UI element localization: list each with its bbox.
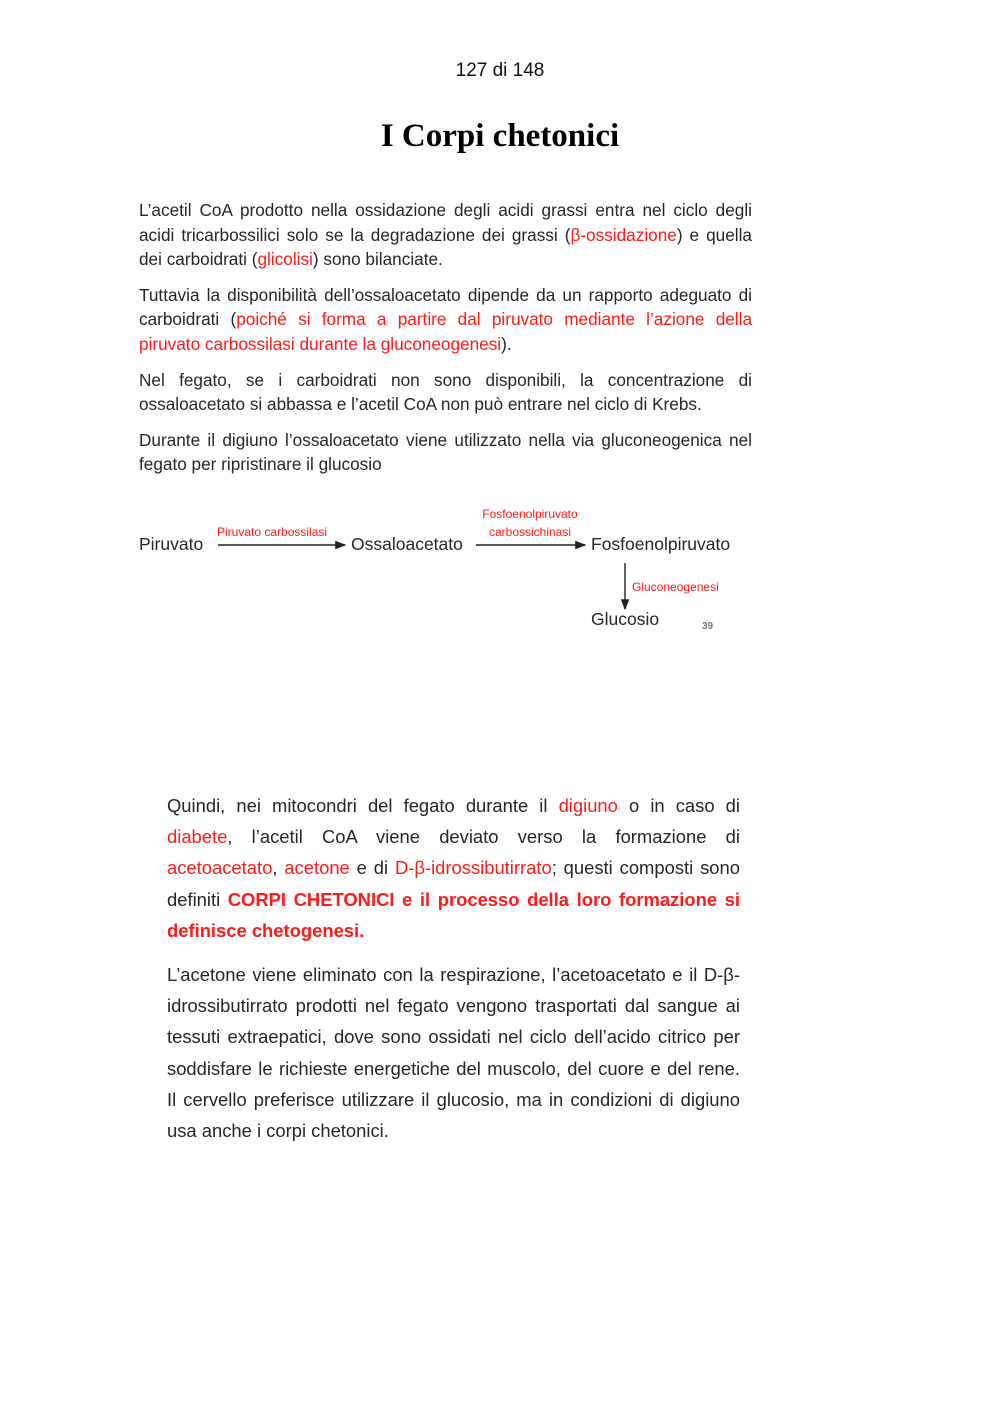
- slide-1-text: [139, 198, 752, 488]
- page-number: 127 di 148: [455, 60, 545, 81]
- glicolisi-term: glicolisi: [257, 249, 313, 270]
- node-ossaloacetato: Ossaloacetato: [351, 534, 463, 554]
- digiuno-term: digiuno: [558, 795, 618, 816]
- piruvato-note: poiché si forma a partire dal piruvato mediante l’azione della piruvato carbossilasi durante la gluconeogenesi: [139, 309, 753, 354]
- enzyme-label-pepck-line1: Fosfoenolpiruvato: [482, 507, 578, 521]
- node-piruvato: Piruvato: [139, 534, 204, 554]
- acetoacetato-term: acetoacetato: [167, 857, 273, 879]
- idrossibutirrato-term: D-β-idrossibutirrato: [394, 857, 552, 879]
- paragraph-6: L’acetone viene eliminato con la respirazione, l’acetoacetato e il D-β-idrossibutirrato prodotti nel fegato vengono trasportati dal sangue ai tessuti extraepatici, dove sono ossidati nel ciclo dell’acido citrico per soddisfare le richieste energetiche del muscolo, del cuore e del rene. Il cervello preferisce utilizzare il glucosio, ma in condizioni di digiuno usa anche i corpi chetonici.: [167, 964, 740, 1142]
- slide-number: 39: [702, 621, 714, 632]
- page-title: I Corpi chetonici: [380, 118, 620, 154]
- enzyme-label-piruvato-carbossilasi: Piruvato carbossilasi: [217, 525, 328, 539]
- paragraph-2: Tuttavia la disponibilità dell’ossaloacetato dipende da un rapporto adeguato di carboidrati (poiché si forma a partire dal piruvato mediante l’azione della piruvato carbossilasi durante la gluconeogenesi).: [139, 284, 753, 354]
- diabete-term: diabete: [167, 826, 228, 848]
- node-fosfoenolpiruvato: Fosfoenolpiruvato: [591, 534, 731, 554]
- paragraph-4: Durante il digiuno l’ossaloacetato viene utilizzato nella via gluconeogenica nel fegato per ripristinare il glucosio: [139, 429, 752, 475]
- paragraph-1: L’acetil CoA prodotto nella ossidazione degli acidi grassi entra nel ciclo degli acidi tricarbossilici solo se la degradazione dei grassi (β-ossidazione) e quella dei carboidrati (glicolisi) sono bilanciate.: [139, 200, 752, 270]
- pathway-arrows: [139, 503, 759, 643]
- beta-ossidazione-term: β-ossidazione: [570, 224, 677, 245]
- slide-2-text: [167, 790, 740, 1159]
- corpi-chetonici-definition: CORPI CHETONICI e il processo della loro formazione si definisce chetogenesi.: [167, 888, 740, 941]
- node-glucosio: Glucosio: [591, 609, 660, 629]
- acetone-term: acetone: [284, 857, 350, 879]
- paragraph-3: Nel fegato, se i carboidrati non sono disponibili, la concentrazione di ossaloacetato si abbassa e l’acetil CoA non può entrare nel ciclo di Krebs.: [139, 369, 752, 415]
- paragraph-5: Quindi, nei mitocondri del fegato durante il digiuno o in caso di diabete, l’acetil CoA viene deviato verso la formazione di acetoacetato, acetone e di D-β-idrossibutirrato; questi composti sono definiti CORPI CHETONICI e il processo della loro formazione si definisce chetogenesi.: [167, 795, 740, 941]
- gluconeogenesis-pathway-diagram: [139, 503, 759, 643]
- enzyme-label-pepck-line2: carbossichinasi: [488, 525, 572, 539]
- process-label-gluconeogenesi: Gluconeogenesi: [632, 580, 719, 594]
